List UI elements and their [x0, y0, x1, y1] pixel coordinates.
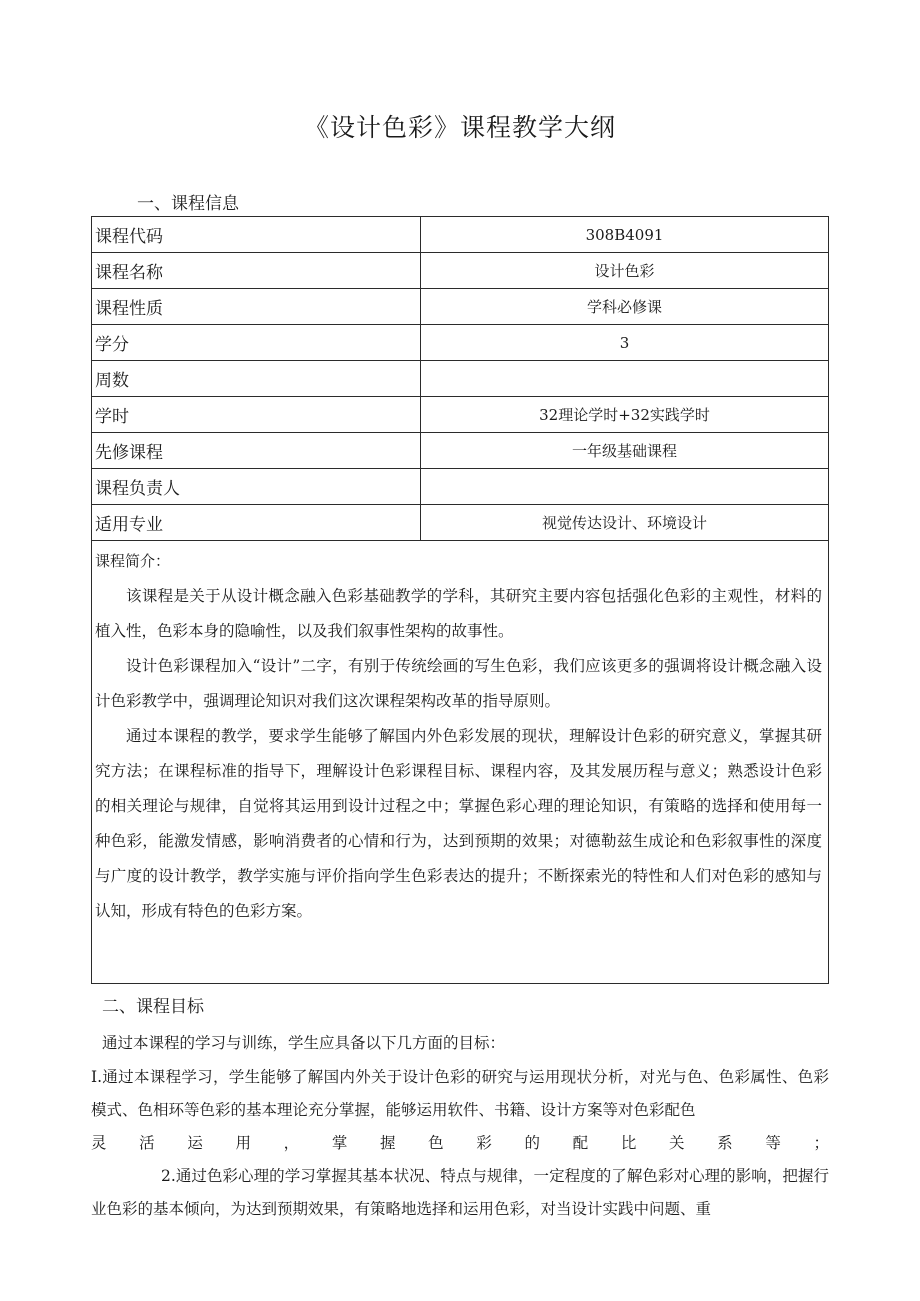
row-label-hours: 学时 [92, 397, 421, 433]
goal-item-1-tail: 灵活运用，掌握色彩的配比关系等； [91, 1134, 829, 1152]
row-value-prerequisites: 一年级基础课程 [421, 433, 829, 469]
table-row [92, 397, 829, 433]
row-label-course-code: 课程代码 [92, 217, 421, 253]
course-info-table [91, 216, 829, 984]
course-intro-paragraph: 设计色彩课程加入“设计”二字，有别于传统绘画的写生色彩，我们应该更多的强调将设计概念融入设计色彩教学中，强调理论知识对我们这次课程架构改革的指导原则。 [95, 657, 822, 710]
row-value-hours: 32理论学时+32实践学时 [421, 397, 829, 433]
row-label-credits: 学分 [92, 325, 421, 361]
section-heading-course-goals: 二、课程目标 [102, 997, 204, 1017]
table-row [92, 541, 829, 984]
row-value-course-type: 学科必修课 [421, 289, 829, 325]
row-value-majors: 视觉传达设计、环境设计 [421, 505, 829, 541]
course-intro-paragraph: 通过本课程的教学，要求学生能够了解国内外色彩发展的现状，理解设计色彩的研究意义，掌握其研究方法；在课程标准的指导下，理解设计色彩课程目标、课程内容，及其发展历程与意义；熟悉设计色彩的相关理论与规律，自觉将其运用到设计过程之中；掌握色彩心理的理论知识，有策略的选择和使用每一种色彩，能激发情感，影响消费者的心情和行为，达到预期的效果；对德勒兹生成论和色彩叙事性的深度与广度的设计教学，教学实施与评价指向学生色彩表达的提升；不断探索光的特性和人们对色彩的感知与认知，形成有特色的色彩方案。 [95, 727, 822, 920]
table-row [92, 217, 829, 253]
row-label-course-type: 课程性质 [92, 289, 421, 325]
table-row [92, 361, 829, 397]
row-value-course-lead [421, 469, 829, 505]
course-intro-cell [92, 541, 829, 984]
row-label-weeks: 周数 [92, 361, 421, 397]
row-value-credits: 3 [421, 325, 829, 361]
goal-item-2: 2.通过色彩心理的学习掌握其基本状况、特点与规律，一定程度的了解色彩对心理的影响，把握行业色彩的基本倾向，为达到预期效果，有策略地选择和运用色彩，对当设计实践中问题、重 [91, 1167, 829, 1218]
course-intro-label: 课程简介： [95, 552, 171, 570]
section-heading-course-info: 一、课程信息 [137, 194, 239, 214]
table-row [92, 469, 829, 505]
page-title: 《设计色彩》课程教学大纲 [303, 113, 616, 142]
goals-lead-text: 通过本课程的学习与训练，学生应具备以下几方面的目标： [102, 1034, 506, 1052]
row-label-prerequisites: 先修课程 [92, 433, 421, 469]
goal-item-1: I.通过本课程学习，学生能够了解国内外关于设计色彩的研究与运用现状分析，对光与色、色彩属性、色彩模式、色相环等色彩的基本理论充分掌握，能够运用软件、书籍、设计方案等对色彩配色 [91, 1068, 829, 1119]
row-value-course-code: 308B4091 [421, 217, 829, 253]
row-label-course-lead: 课程负责人 [92, 469, 421, 505]
row-value-course-name: 设计色彩 [421, 253, 829, 289]
row-label-course-name: 课程名称 [92, 253, 421, 289]
table-row [92, 433, 829, 469]
course-intro-paragraph: 该课程是关于从设计概念融入色彩基础教学的学科，其研究主要内容包括强化色彩的主观性，材料的植入性，色彩本身的隐喻性，以及我们叙事性架构的故事性。 [95, 587, 822, 640]
table-row [92, 325, 829, 361]
table-row [92, 505, 829, 541]
table-row [92, 289, 829, 325]
table-row [92, 253, 829, 289]
row-label-majors: 适用专业 [92, 505, 421, 541]
row-value-weeks [421, 361, 829, 397]
